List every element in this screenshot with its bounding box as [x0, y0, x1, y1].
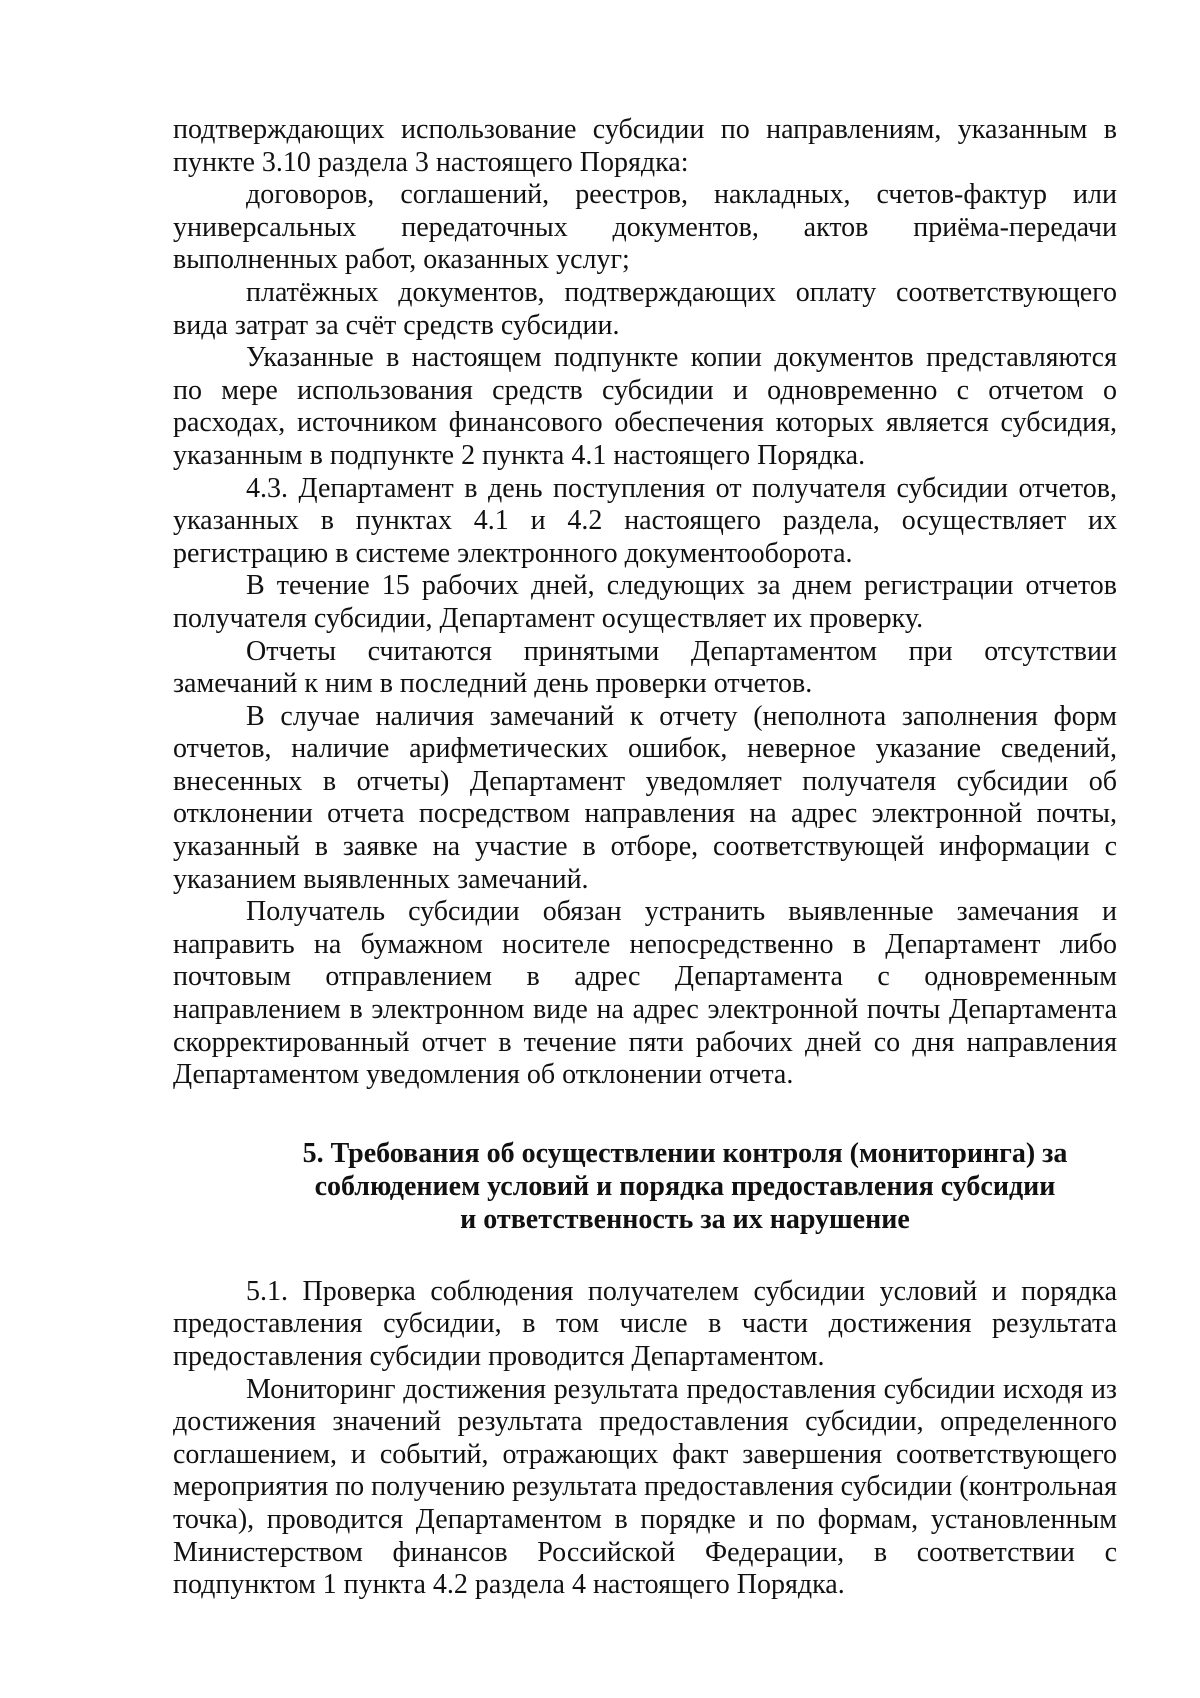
section-5-heading-line-2: соблюдением условий и порядка предоставления субсидии: [314, 1170, 1056, 1202]
paragraph-monitoring: Мониторинг достижения результата предоставления субсидии исходя из достижения значений результата предоставления субсидии, определенного соглашением, и событий, отражающих факт завершения соответствующего мероприятия по получению результата предоставления субсидии (контрольная точка), проводится Департаментом в порядке и по формам, установленным Министерством финансов Российской Федерации, в соответствии с подпунктом 1 пункта 4.2 раздела 4 настоящего Порядка.: [173, 1373, 1117, 1601]
paragraph-payment-documents: платёжных документов, подтверждающих оплату соответствующего вида затрат за счёт средств субсидии.: [173, 276, 1117, 341]
paragraph-4-3: 4.3. Департамент в день поступления от получателя субсидии отчетов, указанных в пунктах 4.1 и 4.2 настоящего раздела, осуществляет их регистрацию в системе электронного документооборота.: [173, 472, 1117, 569]
paragraph-5-1: 5.1. Проверка соблюдения получателем субсидии условий и порядка предоставления субсидии, в том числе в части достижения результата предоставления субсидии проводится Департаментом.: [173, 1275, 1117, 1372]
document-body: [173, 114, 1117, 1602]
paragraph-recipient-obligation: Получатель субсидии обязан устранить выявленные замечания и направить на бумажном носителе непосредственно в Департамент либо почтовым отправлением в адрес Департамента с одновременным направлением в электронном виде на адрес электронной почты Департамента скорректированный отчет в течение пяти рабочих дней со дня направления Департаментом уведомления об отклонении отчета.: [173, 896, 1117, 1091]
paragraph-review-period: В течение 15 рабочих дней, следующих за днем регистрации отчетов получателя субсидии, Департамент осуществляет их проверку.: [173, 570, 1117, 634]
paragraph-continuation: подтверждающих использование субсидии по направлениям, указанным в пункте 3.10 раздела 3 настоящего Порядка:: [173, 114, 1117, 178]
section-5-heading: [173, 1137, 1117, 1236]
paragraph-copies-submission: Указанные в настоящем подпункте копии документов представляются по мере использования средств субсидии и одновременно с отчетом о расходах, источником финансового обеспечения которых является субсидия, указанным в подпункте 2 пункта 4.1 настоящего Порядка.: [173, 342, 1117, 471]
section-5-heading-line-1: 5. Требования об осуществлении контроля (мониторинга) за: [302, 1137, 1068, 1169]
paragraph-contracts-list: договоров, соглашений, реестров, накладных, счетов-фактур или универсальных передаточных документов, актов приёма-передачи выполненных работ, оказанных услуг;: [173, 179, 1117, 276]
paragraph-remarks-case: В случае наличия замечаний к отчету (неполнота заполнения форм отчетов, наличие арифметических ошибок, неверное указание сведений, внесенных в отчеты) Департамент уведомляет получателя субсидии об отклонении отчета посредством направления на адрес электронной почты, указанный в заявке на участие в отборе, соответствующей информации с указанием выявленных замечаний.: [173, 700, 1117, 895]
section-5-heading-line-3: и ответственность за их нарушение: [460, 1203, 910, 1235]
paragraph-reports-accepted: Отчеты считаются принятыми Департаментом при отсутствии замечаний к ним в последний день проверки отчетов.: [173, 635, 1117, 700]
